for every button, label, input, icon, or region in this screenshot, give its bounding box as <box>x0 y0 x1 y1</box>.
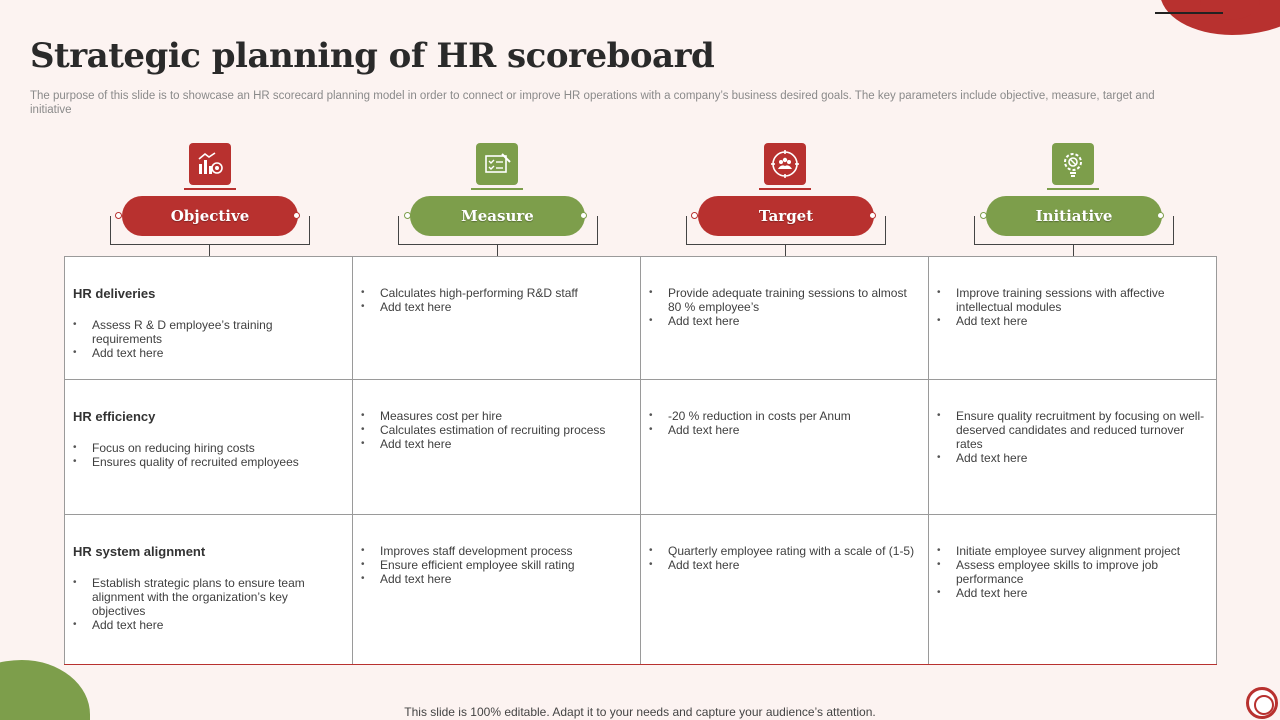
table-row <box>65 515 1217 665</box>
row-title: HR efficiency <box>73 409 156 424</box>
objective-cell <box>65 380 353 515</box>
measure-right-dot <box>580 212 587 219</box>
list-item: • Initiate employee survey alignment project <box>937 544 1208 558</box>
list-item: • -20 % reduction in costs per Anum <box>649 409 920 423</box>
objective-left-dot <box>115 212 122 219</box>
list-item: • Add text here <box>73 618 344 632</box>
bullet-list <box>649 409 920 437</box>
list-item: • Improve training sessions with affective intellectual modules <box>937 286 1208 314</box>
list-item: • Add text here <box>649 558 920 572</box>
list-item: • Add text here <box>361 300 632 314</box>
initiative-cell <box>929 515 1217 665</box>
bullet-list <box>649 544 920 572</box>
bullet-list <box>937 286 1208 328</box>
initiative-left-dot <box>980 212 987 219</box>
row-title: HR system alignment <box>73 544 206 559</box>
bullet-list <box>361 286 632 314</box>
target-cell <box>641 380 929 515</box>
list-item: • Assess R & D employee’s training requirements <box>73 318 344 346</box>
target-left-dot <box>691 212 698 219</box>
bullet-list <box>73 441 344 469</box>
bullet-list <box>937 409 1208 465</box>
list-item: • Ensure quality recruitment by focusing on well-deserved candidates and reduced turnover rates <box>937 409 1208 451</box>
page-subtitle: The purpose of this slide is to showcase an HR scorecard planning model in order to connect or improve HR operations with a company’s business desired goals. The key parameters include objective, measure, target and initiative <box>30 90 1155 116</box>
target-people-icon <box>764 143 806 185</box>
list-item: • Assess employee skills to improve job performance <box>937 558 1208 586</box>
row-title: HR deliveries <box>73 286 156 301</box>
list-item: • Add text here <box>361 437 632 451</box>
table-row <box>65 380 1217 515</box>
list-item: • Quarterly employee rating with a scale of (1-5) <box>649 544 920 558</box>
list-item: • Calculates estimation of recruiting process <box>361 423 632 437</box>
list-item: • Establish strategic plans to ensure team alignment with the organization’s key objectives <box>73 576 344 618</box>
column-header-measure: Measure <box>410 196 585 236</box>
list-item: • Improves staff development process <box>361 544 632 558</box>
list-item: • Add text here <box>649 314 920 328</box>
column-header-initiative: Initiative <box>986 196 1162 236</box>
bullet-list <box>361 544 632 586</box>
list-item: • Add text here <box>937 451 1208 465</box>
list-item: • Provide adequate training sessions to almost 80 % employee’s <box>649 286 920 314</box>
initiative-cell <box>929 257 1217 380</box>
bullet-list <box>73 318 344 360</box>
objective-chart-target-icon <box>189 143 231 185</box>
measure-checklist-icon <box>476 143 518 185</box>
list-item: • Add text here <box>361 572 632 586</box>
target-icon-underline <box>759 188 811 190</box>
bullet-list <box>937 544 1208 600</box>
list-item: • Calculates high-performing R&D staff <box>361 286 632 300</box>
scorecard-table <box>64 256 1217 665</box>
footer-note: This slide is 100% editable. Adapt it to your needs and capture your audience’s attention. <box>404 705 876 719</box>
column-header-objective: Objective <box>122 196 298 236</box>
target-right-dot <box>869 212 876 219</box>
page-title: Strategic planning of HR scoreboard <box>30 36 715 76</box>
initiative-icon-underline <box>1047 188 1099 190</box>
measure-left-dot <box>404 212 411 219</box>
list-item: • Add text here <box>649 423 920 437</box>
list-item: • Measures cost per hire <box>361 409 632 423</box>
measure-cell <box>353 380 641 515</box>
objective-cell <box>65 515 353 665</box>
decorative-line <box>1155 12 1223 14</box>
objective-cell <box>65 257 353 380</box>
initiative-gear-bulb-icon <box>1052 143 1094 185</box>
measure-icon-underline <box>471 188 523 190</box>
slide-nav-button[interactable] <box>1246 687 1278 719</box>
initiative-cell <box>929 380 1217 515</box>
table-row <box>65 257 1217 380</box>
list-item: • Ensures quality of recruited employees <box>73 455 344 469</box>
list-item: • Focus on reducing hiring costs <box>73 441 344 455</box>
objective-icon-underline <box>184 188 236 190</box>
bullet-list <box>73 576 344 632</box>
target-cell <box>641 515 929 665</box>
list-item: • Add text here <box>937 586 1208 600</box>
list-item: • Ensure efficient employee skill rating <box>361 558 632 572</box>
list-item: • Add text here <box>937 314 1208 328</box>
bullet-list <box>649 286 920 328</box>
measure-cell <box>353 257 641 380</box>
initiative-right-dot <box>1157 212 1164 219</box>
objective-right-dot <box>293 212 300 219</box>
target-cell <box>641 257 929 380</box>
column-header-target: Target <box>698 196 874 236</box>
measure-cell <box>353 515 641 665</box>
bullet-list <box>361 409 632 451</box>
list-item: • Add text here <box>73 346 344 360</box>
